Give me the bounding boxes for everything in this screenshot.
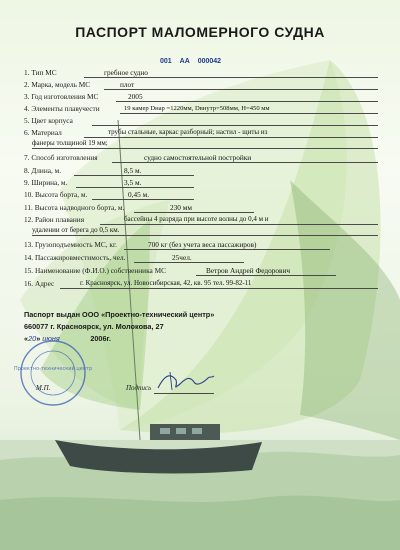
issuer-address: 660077 г. Красноярск, ул. Молокова, 27 [24, 322, 164, 331]
field-manufacture-value: судно самостоятельной постройки [144, 153, 252, 162]
field-label: Грузоподъемность МС, кг. [34, 240, 117, 249]
field-address-value: г. Красноярск, ул. Новосибирская, 42, кв. 95 тел. 99-82-11 [80, 279, 252, 287]
field-label: Высота борта, м. [34, 190, 88, 199]
field-material-value-cont: фанеры толщиной 19 мм; [32, 139, 108, 147]
field-label: Район плавания [34, 215, 85, 224]
field-year [24, 92, 98, 101]
issue-date-close: » [36, 334, 41, 343]
field-type [24, 68, 57, 77]
field-owner [24, 266, 166, 275]
field-address [24, 279, 54, 288]
issued-by: Паспорт выдан ООО «Проектно-технический центр» [24, 310, 215, 319]
field-freeboard-height-value: 230 мм [170, 203, 193, 212]
field-label: Пассажировместимость, чел. [34, 253, 126, 262]
document-title: ПАСПОРТ МАЛОМЕРНОГО СУДНА [75, 24, 325, 40]
official-stamp [13, 338, 93, 408]
field-navigation-area-value: бассейны 4 разряда при высоте волны до 0,4 м и [124, 215, 269, 223]
field-length [24, 166, 61, 175]
field-label: Высота надводного борта, м. [34, 203, 125, 212]
field-num: 5. [24, 116, 30, 125]
field-num: 11. [24, 203, 33, 212]
issue-year: 2006г. [90, 334, 111, 343]
field-num: 10. [24, 190, 34, 199]
field-navigation-area-value-cont: удалении от берега до 0,5 км. [32, 226, 120, 234]
field-freeboard-height [24, 203, 124, 212]
field-num: 4. [24, 104, 30, 113]
field-num: 16. [24, 279, 34, 288]
field-type-value: гребное судно [104, 68, 148, 77]
field-buoyancy-value: 19 камер Dнар =1220мм, Dвнутр=508мм, H=450 мм [124, 105, 270, 112]
field-num: 14. [24, 253, 34, 262]
field-num: 2. [24, 80, 30, 89]
field-capacity-value: 700 кг (без учета веса пассажиров) [148, 240, 257, 249]
field-year-value: 2005 [128, 92, 143, 101]
field-model [24, 80, 90, 89]
field-buoyancy [24, 104, 100, 113]
field-passengers-value: 25чел. [172, 253, 192, 262]
serial-number [160, 58, 221, 65]
field-label: Цвет корпуса [31, 116, 73, 125]
field-material [24, 128, 62, 137]
field-label: Тип МС [31, 68, 57, 77]
field-num: 9. [24, 178, 30, 187]
field-num: 7. [24, 153, 30, 162]
field-board-height-value: 0,45 м. [128, 190, 150, 199]
field-label: Ширина, м. [31, 178, 68, 187]
serial-prefix: 001 [160, 58, 172, 65]
field-board-height [24, 190, 87, 199]
field-num: 8. [24, 166, 30, 175]
stamp-text: Проектно-технический центр [13, 366, 93, 372]
field-label: Длина, м. [31, 166, 62, 175]
field-num: 1. [24, 68, 30, 77]
field-material-value: трубы стальные, каркас разборный; настил - щиты из [108, 128, 268, 136]
field-num: 15. [24, 266, 34, 275]
field-num: 12. [24, 215, 34, 224]
field-width [24, 178, 67, 187]
field-num: 6. [24, 128, 30, 137]
field-label: Наименование (Ф.И.О.) собственника МС [34, 266, 166, 275]
field-label: Адрес [34, 279, 55, 288]
stamp-place-label: М.П. [36, 384, 51, 392]
field-label: Материал [31, 128, 62, 137]
field-width-value: 3,5 м. [124, 178, 142, 187]
field-manufacture [24, 153, 98, 162]
field-owner-value: Ветров Андрей Федорович [206, 266, 291, 275]
field-navigation-area [24, 215, 84, 224]
signature-image [150, 366, 220, 396]
field-hull-color [24, 116, 73, 125]
signature-label: Подпись [126, 384, 152, 392]
field-length-value: 8,5 м. [124, 166, 142, 175]
issue-month: июня [42, 334, 60, 343]
field-label: Способ изготовления [31, 153, 98, 162]
field-passengers [24, 253, 125, 262]
field-model-value: плот [120, 80, 135, 89]
field-capacity [24, 240, 117, 249]
issue-day: 20 [28, 334, 37, 343]
field-label: Год изготовления МС [31, 92, 99, 101]
serial-code: 000042 [197, 58, 222, 65]
field-label: Марка, модель МС [31, 80, 91, 89]
field-num: 13. [24, 240, 34, 249]
field-num: 3. [24, 92, 30, 101]
field-label: Элементы плавучести [31, 104, 100, 113]
serial-series: АА [179, 58, 190, 65]
issue-date-open: « [24, 334, 29, 343]
